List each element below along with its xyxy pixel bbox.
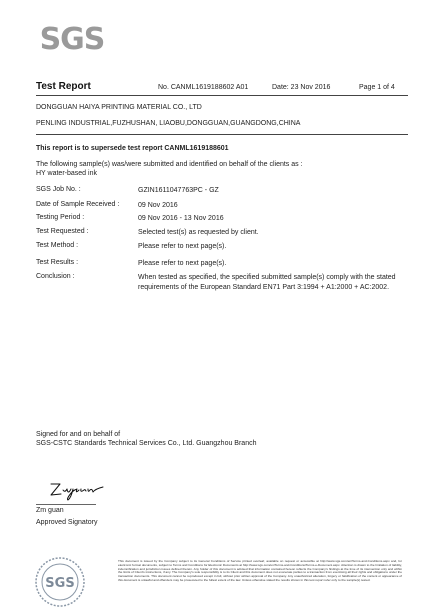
field-value: 09 Nov 2016 [138, 202, 178, 209]
field-value: 09 Nov 2016 - 13 Nov 2016 [138, 215, 224, 222]
signed-for: Signed for and on behalf of [36, 431, 121, 438]
conclusion-text: When tested as specified, the specified submitted sample(s) comply with the stated requirements of the European Standard EN71 Part 3:1994 + A1:2000 + AC:2002. [138, 274, 396, 291]
client-address: PENLING INDUSTRIAL,FUZHUSHAN, LIAOBU,DONGGUAN,GUANGDONG,CHINA [36, 120, 301, 127]
report-number: No. CANML1619188602 A01 [158, 84, 249, 91]
signer-name: Zm guan [36, 507, 64, 514]
signature-line [36, 504, 96, 505]
sgs-logo-text: SGS [39, 21, 105, 57]
supersede-notice: This report is to supersede test report CANML1619188601 [36, 145, 229, 152]
header-divider [36, 95, 408, 96]
field-value: Selected test(s) as requested by client. [138, 229, 259, 236]
sample-intro: The following sample(s) was/were submitted and identified on behalf of the clients as : [36, 161, 303, 168]
page-indicator: Page 1 of 4 [359, 84, 395, 91]
sgs-seal-icon [34, 556, 86, 608]
field-label: Testing Period : [36, 214, 85, 221]
client-divider [36, 134, 408, 135]
report-title: Test Report [36, 81, 91, 92]
field-value: Please refer to next page(s). [138, 260, 227, 267]
field-label: SGS Job No. : [36, 186, 81, 193]
field-label: Test Results : [36, 259, 79, 266]
seal-text: SGS [45, 576, 75, 591]
sample-name: HY water-based ink [36, 170, 97, 177]
field-value: GZIN1611047763PC - GZ [138, 187, 219, 194]
field-label: Test Method : [36, 242, 79, 249]
company-name: SGS-CSTC Standards Technical Services Co., Ltd. Guangzhou Branch [36, 440, 257, 447]
signature-image [48, 478, 108, 502]
client-name: DONGGUAN HAIYA PRINTING MATERIAL CO., LTD [36, 104, 202, 111]
field-label: Date of Sample Received : [36, 201, 120, 208]
field-value: Please refer to next page(s). [138, 243, 227, 250]
footer-disclaimer: This document is issued by the Company subject to its General Conditions of Service printed overleaf, available on request or accessible at http://www.sgs.com/en/Terms-and-Conditions.aspx and, for electronic format documents, subject to Terms and Conditions for Electronic Documents at http://www.sgs.com/en/Terms-and-Conditions/Terms-e-Document.aspx. Attention is drawn to the limitation of liability, indemnification and jurisdiction issues defined therein. Any holder of this document is advised that information contained hereon reflects the Company's findings at the time of its intervention only and within the limits of Client's instructions, if any. The Company's sole responsibility is to its Client and this document does not exonerate parties to a transaction from exercising all their rights and obligations under the transaction documents. This document cannot be reproduced except in full, without prior written approval of the Company. Any unauthorized alteration, forgery or falsification of the content or appearance of this document is unlawful and offenders may be prosecuted to the fullest extent of the law. Unless otherwise stated the results shown in this test report refer only to the sample(s) tested. [118, 559, 402, 582]
signer-title: Approved Signatory [36, 519, 98, 526]
report-header [0, 80, 447, 94]
report-date: Date: 23 Nov 2016 [272, 84, 331, 91]
sgs-logo [39, 18, 105, 60]
field-label: Conclusion : [36, 273, 75, 280]
field-label: Test Requested : [36, 228, 89, 235]
